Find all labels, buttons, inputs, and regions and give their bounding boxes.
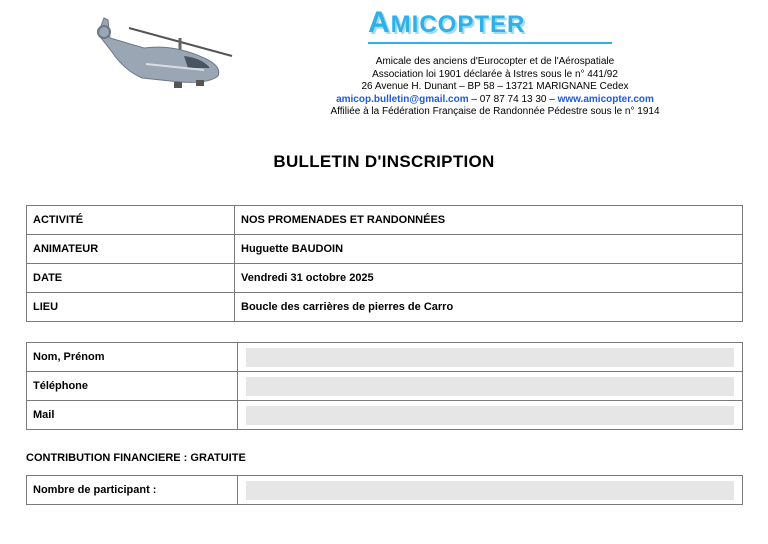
registration-form-table <box>26 342 743 430</box>
row-value: Vendredi 31 octobre 2025 <box>235 264 743 293</box>
form-row <box>27 401 743 430</box>
participants-table <box>26 475 743 505</box>
name-field[interactable] <box>246 348 734 367</box>
logo-underline <box>368 42 612 44</box>
table-row <box>27 264 743 293</box>
row-label: ANIMATEUR <box>27 235 235 264</box>
email-link[interactable]: amicop.bulletin@gmail.com <box>336 93 469 105</box>
phone-field[interactable] <box>246 377 734 396</box>
table-row <box>27 206 743 235</box>
row-value: Huguette BAUDOIN <box>235 235 743 264</box>
association-info <box>300 56 690 119</box>
phone-label: Téléphone <box>27 372 238 401</box>
row-label: LIEU <box>27 293 235 322</box>
phone-number: – 07 87 74 13 30 – <box>468 93 558 105</box>
form-row <box>27 372 743 401</box>
contribution-heading: CONTRIBUTION FINANCIERE : GRATUITE <box>26 452 246 464</box>
website-link[interactable]: www.amicopter.com <box>557 93 654 105</box>
association-line: Amicale des anciens d'Eurocopter et de l'Aérospatiale <box>375 56 615 67</box>
association-address: 26 Avenue H. Dunant – BP 58 – 13721 MARIGNANE Cedex <box>361 81 629 92</box>
mail-field[interactable] <box>246 406 734 425</box>
association-line: Association loi 1901 déclarée à Istres sous le n° 441/92 <box>372 68 618 80</box>
row-label: DATE <box>27 264 235 293</box>
affiliation-line: Affiliée à la Fédération Française de Randonnée Pédestre sous le n° 1914 <box>330 106 660 117</box>
mail-label: Mail <box>27 401 238 430</box>
amicopter-logo <box>368 8 525 38</box>
table-row <box>27 293 743 322</box>
activity-info-table <box>26 205 743 322</box>
helicopter-icon <box>84 8 236 90</box>
page-title: BULLETIN D'INSCRIPTION <box>273 152 495 171</box>
form-row <box>27 476 743 505</box>
name-label: Nom, Prénom <box>27 343 238 372</box>
logo-text: MICOPTER <box>390 11 526 38</box>
contact-line <box>300 94 690 107</box>
table-row <box>27 235 743 264</box>
logo-initial: A <box>368 6 391 39</box>
participants-label: Nombre de participant : <box>27 476 238 505</box>
form-row <box>27 343 743 372</box>
row-label: ACTIVITÉ <box>27 206 235 235</box>
row-value: Boucle des carrières de pierres de Carro <box>235 293 743 322</box>
row-value: NOS PROMENADES ET RANDONNÉES <box>235 206 743 235</box>
participants-field[interactable] <box>246 481 734 500</box>
